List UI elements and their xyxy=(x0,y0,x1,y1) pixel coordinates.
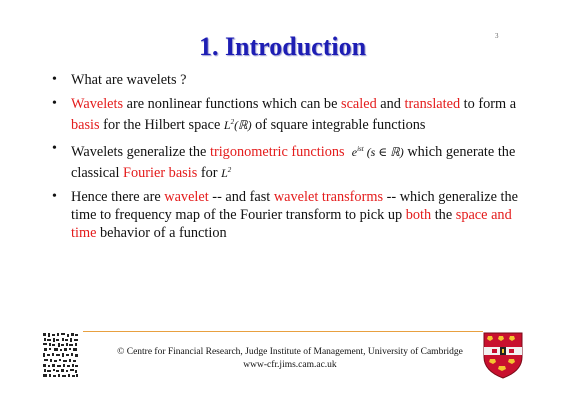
footer-divider xyxy=(83,331,483,332)
bullet-dot-icon: • xyxy=(52,96,57,111)
bullet-text: and xyxy=(376,96,405,112)
qr-code-logo-icon xyxy=(42,332,79,378)
highlight-term: translated xyxy=(404,96,461,112)
highlight-term: Fourier basis xyxy=(123,165,198,181)
bullet-text: are nonlinear functions which can be xyxy=(123,96,341,112)
bullet-text: which generate the classical xyxy=(71,144,516,181)
footer-url: www-cfr.jims.cam.ac.uk xyxy=(243,360,337,370)
bullet-item xyxy=(52,140,522,182)
bullet-text: Hence there are xyxy=(71,189,165,205)
highlight-term: Wavelets xyxy=(71,96,124,112)
bullet-text: -- and fast xyxy=(208,189,274,205)
bullet-text: to form a xyxy=(460,96,517,112)
highlight-term: wavelet transforms xyxy=(273,189,384,205)
bullet-dot-icon: • xyxy=(52,72,57,87)
highlight-term: space and time xyxy=(71,207,512,241)
bullet-dot-icon: • xyxy=(52,189,57,204)
footer-text xyxy=(80,346,500,372)
bullet-text: What are wavelets ? xyxy=(71,72,187,88)
highlight-term: basis xyxy=(71,117,100,133)
bullet-text: for the Hilbert space xyxy=(99,117,224,133)
math-expression: $L^2(ℝ)$ xyxy=(223,118,252,132)
highlight-term: both xyxy=(405,207,432,223)
bullet-text: the xyxy=(431,207,456,223)
bullet-item xyxy=(52,188,522,242)
math-expression: $e^{ist}$ (s ∈ ℝ) xyxy=(351,145,404,159)
bullet-text: of square integrable functions xyxy=(251,117,426,133)
highlight-term: scaled xyxy=(341,96,377,112)
university-crest-icon xyxy=(482,331,524,379)
bullet-list xyxy=(52,71,522,248)
bullet-text: -- which generalize the time to frequency map of the Fourier transform to pick up xyxy=(71,189,518,223)
highlight-term: wavelet xyxy=(164,189,209,205)
bullet-dot-icon: • xyxy=(52,141,57,156)
slide-number: 3 xyxy=(495,32,499,40)
bullet-item xyxy=(52,71,522,89)
highlight-term: trigonometric functions xyxy=(209,144,345,160)
bullet-text: Wavelets generalize the xyxy=(71,144,210,160)
footer-copyright: © Centre for Financial Research, Judge Institute of Management, University of Cambridge xyxy=(117,347,463,357)
bullet-text: behavior of a function xyxy=(96,225,227,241)
bullet-item xyxy=(52,95,522,134)
bullet-text: for xyxy=(197,165,222,181)
math-expression: $L^2$ xyxy=(221,166,232,180)
slide-title: 1. Introduction xyxy=(198,32,367,61)
